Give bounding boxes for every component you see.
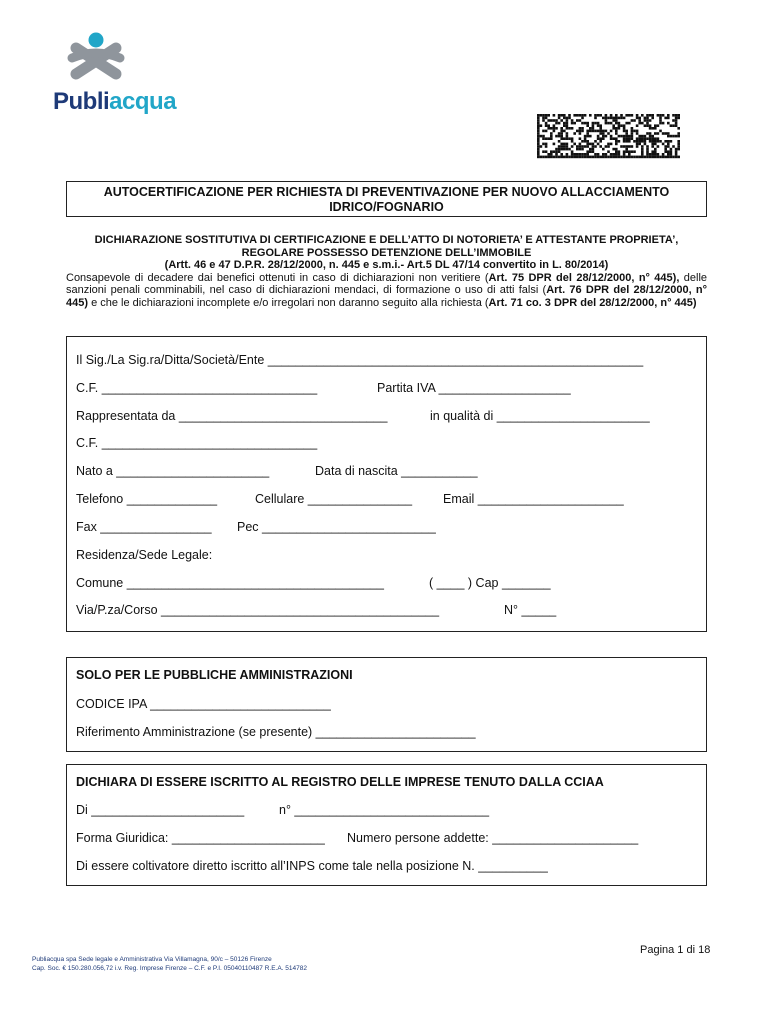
residenza-label: Residenza/Sede Legale: [76,548,213,562]
decl-text-e: e che le dichiarazioni incomplete e/o irregolari non daranno seguito alla richiesta ( [88,296,489,309]
brand-part1: Publi [53,88,110,115]
numero-persone-field[interactable]: Numero persone addette: _____________________ [347,831,639,845]
applicant-section [66,336,707,632]
declaration-heading-1: DICHIARAZIONE SOSTITUTIVA DI CERTIFICAZIONE E DELL’ATTO DI NOTORIETA’ E ATTESTANTE PROPRIETA’, [94,234,679,246]
document-title [66,181,707,217]
via-field[interactable]: Via/P.za/Corso ________________________________________ [76,603,440,617]
decl-ref-art71: Art. 71 co. 3 DPR del 28/12/2000, n° 445) [488,296,697,309]
cciaa-section [66,764,707,886]
data-nascita-field[interactable]: Data di nascita ___________ [315,464,478,478]
decl-text-c: delle sanzioni penali comminabili, nel caso di dichiarazioni mendaci, di formazione o uso di atti falsi ( [66,271,708,296]
declaration-block [66,234,707,309]
coltivatore-inps-field[interactable]: Di essere coltivatore diretto iscritto all’INPS come tale nella posizione N. __________ [76,859,548,873]
decl-text-a: Consapevole di decadere dai benefici ottenuti in caso di dichiarazioni non veritiere ( [66,271,489,284]
page-number: Pagina 1 di 18 [640,944,711,956]
pa-section-title: SOLO PER LE PUBBLICHE AMMINISTRAZIONI [76,668,353,682]
telefono-field[interactable]: Telefono _____________ [76,492,218,506]
email-field[interactable]: Email _____________________ [443,492,624,506]
partita-iva-field[interactable]: Partita IVA ___________________ [377,381,571,395]
forma-giuridica-field[interactable]: Forma Giuridica: ______________________ [76,831,325,845]
declaration-paragraph [66,272,707,310]
rappresentata-da-field[interactable]: Rappresentata da ______________________________ [76,409,388,423]
public-administration-section [66,657,707,752]
fax-field[interactable]: Fax ________________ [76,520,212,534]
cellulare-field[interactable]: Cellulare _______________ [255,492,413,506]
comune-field[interactable]: Comune _____________________________________ [76,576,384,590]
cf-field[interactable]: C.F. _______________________________ [76,381,318,395]
footer-line2: Cap. Soc. € 150.280.056,72 i.v. Reg. Imprese Firenze – C.F. e P.I. 05040110487 R.E.A. 514782 [32,965,307,972]
brand-part2: acqua [109,88,177,115]
qualita-field[interactable]: in qualità di ______________________ [430,409,650,423]
cciaa-section-title: DICHIARA DI ESSERE ISCRITTO AL REGISTRO DELLE IMPRESE TENUTO DALLA CCIAA [76,775,604,789]
declaration-heading-2: REGOLARE POSSESSO DETENZIONE DELL’IMMOBILE [241,246,532,259]
numero-registro-field[interactable]: n° ____________________________ [279,803,490,817]
riferimento-amministrazione-field[interactable]: Riferimento Amministrazione (se presente) _______________________ [76,725,476,739]
company-footer [32,955,307,973]
decl-ref-art75: Art. 75 DPR del 28/12/2000, n° 445), [488,271,680,284]
civico-field[interactable]: N° _____ [504,603,557,617]
declaration-heading-3: (Artt. 46 e 47 D.P.R. 28/12/2000, n. 445 e s.m.i.- Art.5 DL 47/14 convertito in L. 80/2014) [164,259,609,271]
di-field[interactable]: Di ______________________ [76,803,245,817]
decl-ref-art76: Art. 76 DPR del 28/12/2000, n° 445) [66,284,707,309]
title-line1: AUTOCERTIFICAZIONE PER RICHIESTA DI PREVENTIVAZIONE PER NUOVO ALLACCIAMENTO [103,185,670,199]
pec-field[interactable]: Pec _________________________ [237,520,436,534]
title-line2: IDRICO/FOGNARIO [329,200,444,214]
data-matrix-barcode-icon [537,114,680,159]
brand-wordmark [53,88,176,116]
sig-field[interactable]: Il Sig./La Sig.ra/Ditta/Società/Ente ______________________________________________________ [76,353,644,367]
provincia-cap-field[interactable]: ( ____ ) Cap _______ [429,576,551,590]
codice-ipa-field[interactable]: CODICE IPA __________________________ [76,697,331,711]
nato-a-field[interactable]: Nato a ______________________ [76,464,270,478]
footer-line1: Publiacqua spa Sede legale e Amministrativa Via Villamagna, 90/c – 50126 Firenze [32,956,272,963]
cf-rappresentante-field[interactable]: C.F. _______________________________ [76,436,318,450]
